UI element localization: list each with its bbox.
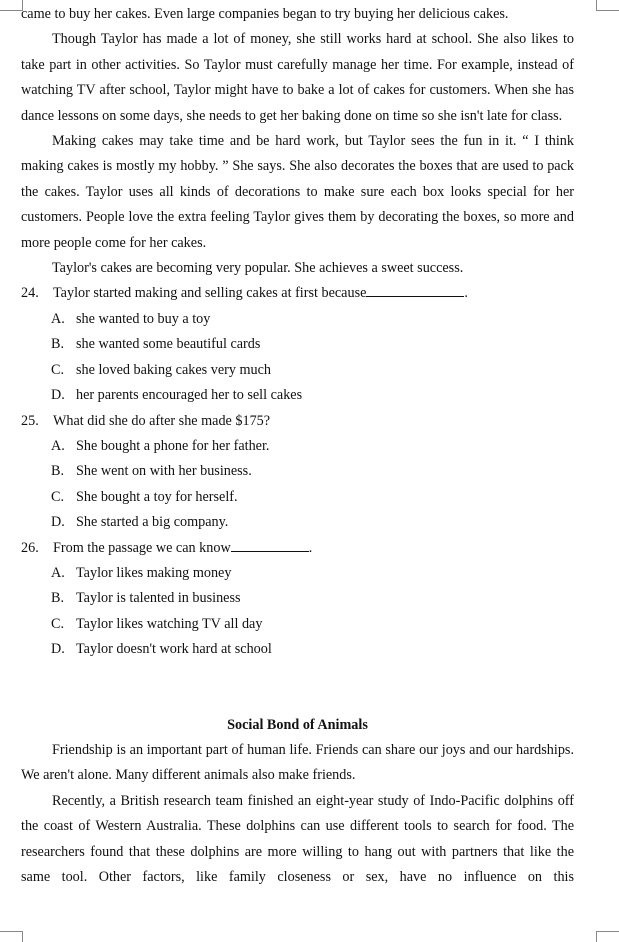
option-text: She bought a toy for herself.: [76, 488, 238, 505]
option-25-b: [51, 459, 574, 484]
question-24: [21, 281, 574, 306]
option-text: Taylor likes watching TV all day: [76, 615, 263, 632]
option-letter: D.: [51, 514, 65, 531]
answer-blank: [366, 282, 464, 297]
option-24-c: [51, 358, 574, 383]
crop-mark-top-left: [0, 0, 23, 11]
option-text: Taylor is talented in business: [76, 590, 241, 607]
option-text: her parents encouraged her to sell cakes: [76, 387, 303, 404]
option-24-b: [51, 332, 574, 357]
question-number: 24.: [21, 285, 39, 302]
option-25-a: [51, 434, 574, 459]
option-letter: A.: [51, 564, 65, 581]
passage1-paragraph-1: Though Taylor has made a lot of money, she still works hard at school. She also likes to take part in other activities. So Taylor must carefully manage her time. For example, instead of watching TV after school, Taylor might have to bake a lot of cakes for customers. When she has dance lessons on some days, she needs to get her baking done on time so she isn't late for class.: [21, 31, 574, 124]
option-letter: B.: [51, 336, 65, 353]
question-end: .: [464, 285, 468, 302]
option-text: she wanted to buy a toy: [76, 310, 211, 327]
question-stem: What did she do after she made $175?: [53, 412, 271, 429]
passage1-paragraph-0: came to buy her cakes. Even large companies began to try buying her delicious cakes.: [21, 6, 509, 22]
option-text: She went on with her business.: [76, 463, 252, 480]
passage2-title: Social Bond of Animals: [227, 716, 368, 733]
option-24-d: [51, 383, 574, 408]
option-26-b: [51, 586, 574, 611]
section-spacer: [21, 663, 574, 713]
option-text: she wanted some beautiful cards: [76, 336, 261, 353]
passage2-paragraph-2: Recently, a British research team finished an eight-year study of Indo-Pacific dolphins off the coast of Western Australia. These dolphins can use different tools to search for food. The researchers found that these dolphins are more willing to hang out with partners that like the same tool. Other factors, like family closeness or sex, have no influence on this: [21, 792, 574, 885]
option-26-c: [51, 612, 574, 637]
option-letter: D.: [51, 641, 65, 658]
option-text: Taylor doesn't work hard at school: [76, 641, 272, 658]
option-26-d: [51, 637, 574, 662]
passage2-paragraph-1: Friendship is an important part of human life. Friends can share our joys and our hardships. We aren't alone. Many different animals also make friends.: [21, 741, 574, 784]
page-content: [21, 2, 574, 890]
question-25: [21, 409, 574, 434]
option-25-d: [51, 510, 574, 535]
question-stem: Taylor started making and selling cakes at first because: [53, 285, 367, 302]
option-letter: C.: [51, 361, 65, 378]
question-end: .: [308, 539, 313, 556]
option-24-a: [51, 307, 574, 332]
option-letter: B.: [51, 463, 65, 480]
option-text: Taylor likes making money: [76, 564, 232, 581]
question-number: 26.: [21, 539, 39, 556]
option-letter: B.: [51, 590, 65, 607]
option-letter: A.: [51, 310, 65, 327]
passage1-paragraph-3: Taylor's cakes are becoming very popular. She achieves a sweet success.: [52, 260, 464, 277]
option-letter: C.: [51, 615, 65, 632]
option-text: She started a big company.: [76, 514, 229, 531]
option-text: She bought a phone for her father.: [76, 437, 270, 454]
question-number: 25.: [21, 412, 39, 429]
crop-mark-bottom-left: [0, 931, 23, 942]
option-letter: A.: [51, 437, 65, 454]
option-letter: C.: [51, 488, 65, 505]
answer-blank: [231, 537, 309, 552]
crop-mark-top-right: [596, 0, 619, 11]
question-26: [21, 536, 574, 561]
option-letter: D.: [51, 387, 65, 404]
option-26-a: [51, 561, 574, 586]
passage1-paragraph-2: Making cakes may take time and be hard work, but Taylor sees the fun in it. “ I think making cakes is mostly my hobby. ” She says. She also decorates the boxes that are used to pack the cakes. Taylor uses all kinds of decorations to make sure each box looks special for her customers. People love the extra feeling Taylor gives them by decorating the boxes, so more and more people come for her cakes.: [21, 133, 574, 251]
question-stem: From the passage we can know: [53, 539, 231, 556]
crop-mark-bottom-right: [596, 931, 619, 942]
option-25-c: [51, 485, 574, 510]
option-text: she loved baking cakes very much: [76, 361, 272, 378]
